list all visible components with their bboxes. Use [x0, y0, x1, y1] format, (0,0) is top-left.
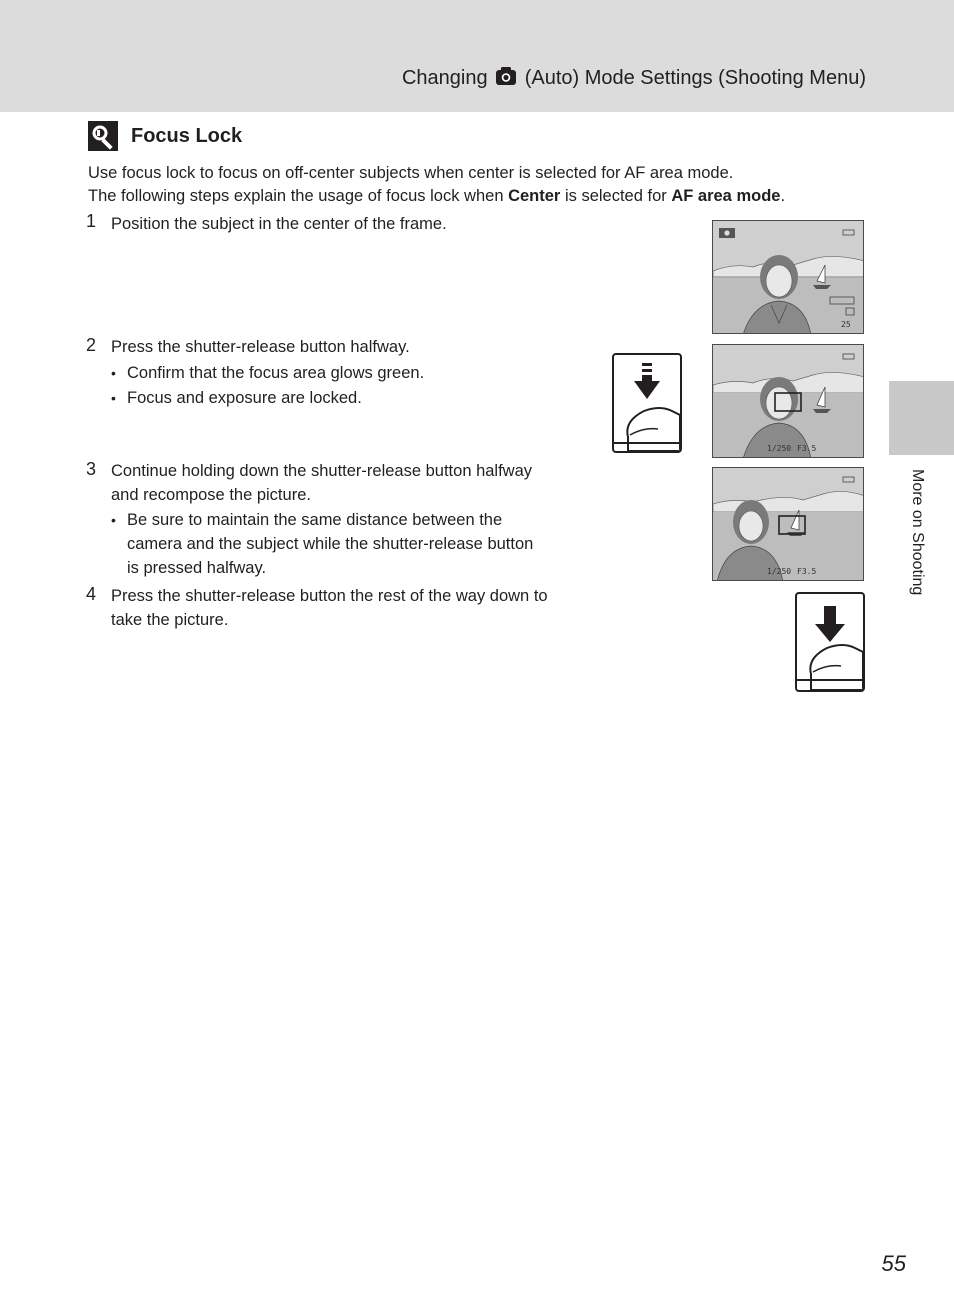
side-tab-marker — [889, 381, 954, 455]
intro-line-2 — [88, 185, 878, 208]
step-text: take the picture. — [111, 611, 229, 629]
bullet-item — [111, 386, 362, 410]
bullet-dot-icon: • — [111, 512, 116, 528]
step-number: 1 — [86, 211, 97, 231]
shutter-speed-readout: 1/250 — [767, 567, 792, 576]
bullet-item — [111, 508, 503, 532]
full-press-arrow-icon — [797, 594, 863, 690]
bullet-item — [111, 556, 267, 580]
intro-text: . — [780, 187, 786, 205]
aperture-readout: F3.5 — [797, 567, 817, 576]
camera-icon — [495, 66, 517, 86]
intro-line-1: Use focus lock to focus on off-center subjects when center is selected for AF area mode. — [88, 164, 734, 182]
monitor-scene — [713, 468, 864, 581]
intro-paragraph — [88, 162, 878, 208]
monitor-scene — [713, 221, 864, 334]
step-text: Continue holding down the shutter-release button halfway — [111, 462, 533, 480]
intro-bold-af-area-mode: AF area mode — [671, 187, 781, 205]
bullet-item — [111, 361, 425, 385]
bullet-item — [111, 532, 534, 556]
step-text: and recompose the picture. — [111, 486, 311, 504]
section-title: Focus Lock — [131, 125, 243, 147]
page-number: 55 — [881, 1251, 906, 1276]
intro-text: is selected for — [560, 187, 672, 205]
half-press-arrow-icon — [614, 355, 680, 451]
monitor-scene — [713, 345, 864, 458]
bullet-text: Be sure to maintain the same distance between the — [127, 511, 503, 529]
header-title-suffix: (Auto) Mode Settings (Shooting Menu) — [524, 67, 866, 89]
step-number: 3 — [86, 459, 97, 479]
header-title — [402, 66, 866, 90]
bullet-dot-icon: • — [111, 390, 116, 406]
step-number: 2 — [86, 335, 97, 355]
remaining-exposures: 25 — [841, 320, 851, 329]
step-text: Press the shutter-release button the rest of the way down to — [111, 587, 548, 605]
shutter-speed-readout: 1/250 — [767, 444, 792, 453]
bullet-dot-icon: • — [111, 365, 116, 381]
bullet-text: camera and the subject while the shutter-release button — [127, 535, 534, 553]
shutter-full-press-illustration — [795, 592, 865, 692]
focus-lock-icon — [88, 121, 118, 151]
intro-bold-center: Center — [508, 187, 561, 205]
camera-monitor-screen-1 — [712, 220, 864, 334]
intro-text: The following steps explain the usage of focus lock when — [88, 187, 509, 205]
shutter-half-press-illustration — [612, 353, 682, 453]
header-band — [0, 0, 954, 112]
header-title-prefix: Changing — [401, 67, 488, 89]
side-tab-label: More on Shooting — [909, 469, 926, 596]
bullet-text: Confirm that the focus area glows green. — [127, 364, 425, 382]
step-text: Position the subject in the center of the frame. — [111, 215, 447, 233]
bullet-text: Focus and exposure are locked. — [127, 389, 362, 407]
bullet-text: is pressed halfway. — [127, 559, 267, 577]
step-text: Press the shutter-release button halfway. — [111, 338, 410, 356]
step-number: 4 — [86, 584, 97, 604]
camera-monitor-screen-2 — [712, 344, 864, 458]
aperture-readout: F3.5 — [797, 444, 817, 453]
camera-monitor-screen-3 — [712, 467, 864, 581]
